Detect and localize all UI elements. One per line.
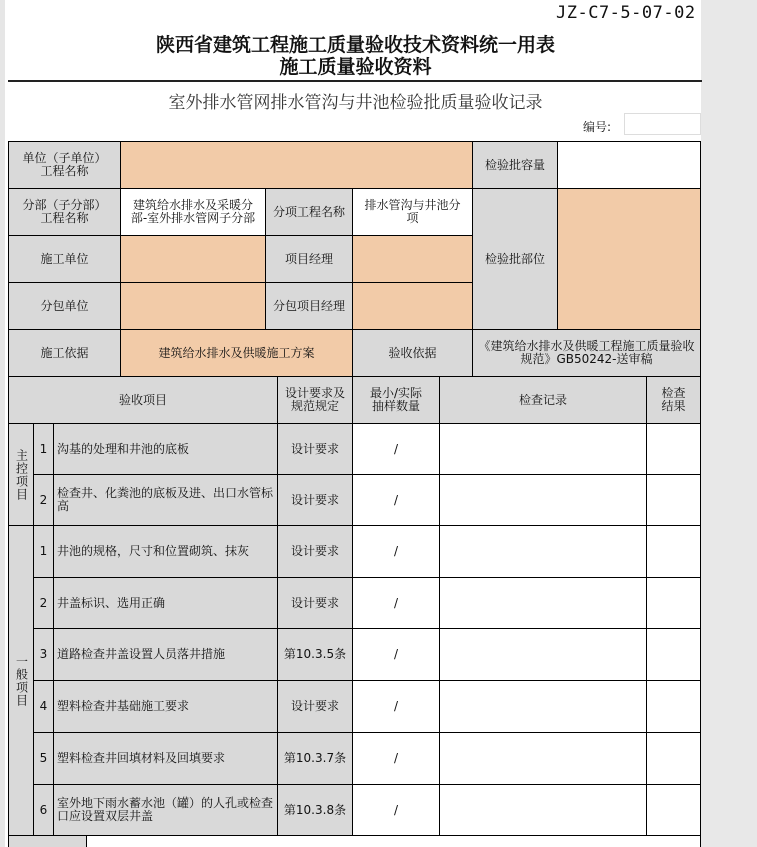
item-record[interactable]: [440, 475, 647, 526]
item-name: 井盖标识、选用正确: [54, 578, 278, 629]
item-result[interactable]: [647, 526, 701, 578]
header-design: 设计要求及 规范规定: [278, 377, 353, 424]
item-name: 道路检查井盖设置人员落井措施: [54, 629, 278, 681]
item-sample[interactable]: [353, 475, 440, 526]
item-no: 6: [34, 785, 54, 836]
number-label: 编号:: [583, 120, 612, 134]
subitem-field[interactable]: 排水管沟与井池分项: [353, 189, 473, 236]
sample-slash: /: [393, 802, 399, 817]
contractor-field[interactable]: [121, 236, 266, 283]
division-label: 分部（子分部） 工程名称: [9, 189, 121, 236]
item-sample[interactable]: [353, 733, 440, 785]
item-record[interactable]: [440, 681, 647, 733]
item-req: 第10.3.5条: [278, 629, 353, 681]
item-record[interactable]: [440, 629, 647, 681]
subcontractor-label: 分包单位: [9, 283, 121, 330]
sample-slash: /: [393, 751, 399, 765]
item-result[interactable]: [647, 578, 701, 629]
number-field[interactable]: [624, 113, 701, 135]
capacity-label: 检验批容量: [473, 142, 558, 189]
sample-slash: /: [393, 595, 399, 610]
acceptance-basis-field[interactable]: 《建筑给水排水及供暖工程施工质量验收规范》GB50242-送审稿: [473, 330, 701, 377]
basis-field[interactable]: 建筑给水排水及供暖施工方案: [121, 330, 353, 377]
group-general-text: 一般项目: [14, 654, 29, 707]
item-sample[interactable]: [353, 681, 440, 733]
unit-name-field[interactable]: [121, 142, 473, 189]
item-no: 1: [34, 526, 54, 578]
sample-slash: /: [393, 544, 399, 558]
pm-field[interactable]: [353, 236, 473, 283]
item-sample[interactable]: [353, 424, 440, 475]
sub-pm-label: 分包项目经理: [266, 283, 353, 330]
item-result[interactable]: [647, 475, 701, 526]
item-name: 塑料检查井基础施工要求: [54, 681, 278, 733]
item-result[interactable]: [647, 733, 701, 785]
title-line2: 施工质量验收资料: [279, 56, 432, 78]
item-result[interactable]: [647, 424, 701, 475]
subitem-label: 分项工程名称: [266, 189, 353, 236]
part-field[interactable]: [558, 189, 701, 330]
header-min-sample: 最小/实际 抽样数量: [353, 377, 440, 424]
title-line1: 陕西省建筑工程施工质量验收技术资料统一用表: [155, 34, 555, 56]
sample-slash: /: [393, 492, 399, 507]
item-req: 设计要求: [278, 475, 353, 526]
item-sample[interactable]: [353, 578, 440, 629]
item-req: 第10.3.7条: [278, 733, 353, 785]
header-result: 检查 结果: [647, 377, 701, 424]
pm-label: 项目经理: [266, 236, 353, 283]
item-result[interactable]: [647, 681, 701, 733]
item-no: 2: [34, 475, 54, 526]
subcontractor-field[interactable]: [121, 283, 266, 330]
item-record[interactable]: [440, 526, 647, 578]
sub-pm-field[interactable]: [353, 283, 473, 330]
acceptance-basis-label: 验收依据: [353, 330, 473, 377]
right-margin: [701, 0, 757, 847]
item-name: 室外地下雨水蓄水池（罐）的人孔或检查口应设置双层井盖: [54, 785, 278, 836]
item-req: 设计要求: [278, 424, 353, 475]
title-rule: [8, 80, 702, 82]
item-record[interactable]: [440, 785, 647, 836]
item-result[interactable]: [647, 785, 701, 836]
item-no: 5: [34, 733, 54, 785]
sample-slash: /: [393, 441, 399, 456]
item-req: 设计要求: [278, 526, 353, 578]
item-name: 沟基的处理和井池的底板: [54, 424, 278, 475]
item-name: 检查井、化粪池的底板及进、出口水管标高: [54, 475, 278, 526]
item-no: 1: [34, 424, 54, 475]
sample-slash: /: [393, 647, 399, 661]
item-no: 3: [34, 629, 54, 681]
basis-label: 施工依据: [9, 330, 121, 377]
form-title: 室外排水管网排水管沟与井池检验批质量验收记录: [168, 93, 543, 113]
part-label: 检验批部位: [473, 189, 558, 330]
header-record: 检查记录: [440, 377, 647, 424]
item-record[interactable]: [440, 424, 647, 475]
item-result[interactable]: [647, 629, 701, 681]
capacity-field[interactable]: [558, 142, 701, 189]
item-sample[interactable]: [353, 526, 440, 578]
group-main-control-text: 主控项目: [14, 448, 29, 501]
item-name: 塑料检查井回填材料及回填要求: [54, 733, 278, 785]
unit-name-label: 单位（子单位） 工程名称: [9, 142, 121, 189]
group-general: [9, 526, 34, 836]
next-row-field[interactable]: [87, 836, 701, 847]
item-no: 2: [34, 578, 54, 629]
item-req: 第10.3.8条: [278, 785, 353, 836]
next-row-label: [9, 836, 87, 847]
group-main-control: [9, 424, 34, 526]
item-req: 设计要求: [278, 578, 353, 629]
division-field[interactable]: 建筑给水排水及采暖分部-室外排水管网子分部: [121, 189, 266, 236]
item-sample[interactable]: [353, 785, 440, 836]
item-no: 4: [34, 681, 54, 733]
header-item: 验收项目: [9, 377, 278, 424]
item-req: 设计要求: [278, 681, 353, 733]
item-record[interactable]: [440, 578, 647, 629]
item-sample[interactable]: [353, 629, 440, 681]
sample-slash: /: [393, 699, 399, 713]
contractor-label: 施工单位: [9, 236, 121, 283]
form-code: JZ-C7-5-07-02: [556, 3, 696, 23]
item-record[interactable]: [440, 733, 647, 785]
item-name: 井池的规格，尺寸和位置砌筑、抹灰: [54, 526, 278, 578]
